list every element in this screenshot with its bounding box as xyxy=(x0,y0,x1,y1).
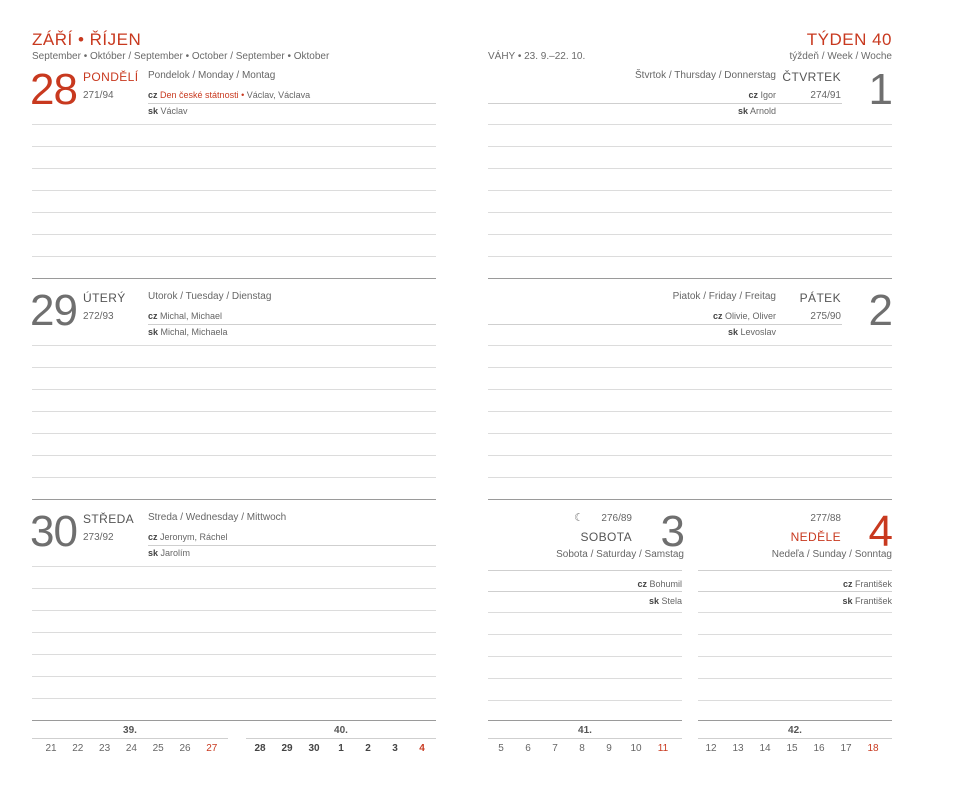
calendar-day: 28 xyxy=(254,743,266,754)
day-number-tuesday: 29 xyxy=(30,286,77,335)
rule-line xyxy=(32,212,436,213)
rule-line xyxy=(246,738,436,739)
rule-line xyxy=(32,738,228,739)
week-number-42: 42. xyxy=(788,725,802,736)
calendar-day: 2 xyxy=(365,743,371,754)
zodiac-label: VÁHY • 23. 9.–22. 10. xyxy=(488,51,586,62)
day-name-saturday: SOBOTA xyxy=(580,530,632,544)
nameday-cz-sunday: cz František xyxy=(842,579,892,589)
day-translation-friday: Piatok / Friday / Freitag xyxy=(672,291,776,302)
rule-line xyxy=(698,700,892,701)
calendar-day: 22 xyxy=(72,743,84,754)
rule-line xyxy=(32,433,436,434)
day-of-year-friday: 275/90 xyxy=(810,311,841,322)
rule-line xyxy=(488,190,892,191)
rule-line xyxy=(32,278,436,279)
calendar-day: 26 xyxy=(179,743,191,754)
rule-line xyxy=(698,720,892,721)
rule-line xyxy=(32,168,436,169)
calendar-day: 10 xyxy=(630,743,642,754)
week-number-41: 41. xyxy=(578,725,592,736)
calendar-day: 15 xyxy=(786,743,798,754)
holiday-label: Den české státnosti xyxy=(160,90,239,100)
calendar-day: 21 xyxy=(45,743,57,754)
calendar-day: 16 xyxy=(813,743,825,754)
rule-line xyxy=(32,389,436,390)
calendar-day: 13 xyxy=(732,743,744,754)
rule-line xyxy=(488,656,682,657)
rule-line xyxy=(488,634,682,635)
day-number-sunday: 4 xyxy=(868,507,892,556)
rule-line xyxy=(488,256,892,257)
rule-line xyxy=(32,367,436,368)
rule-line xyxy=(488,678,682,679)
rule-line xyxy=(32,234,436,235)
day-name-tuesday: ÚTERÝ xyxy=(83,291,126,305)
rule-line xyxy=(698,678,892,679)
nameday-cz-tuesday: cz Michal, Michael xyxy=(148,311,223,321)
rule-line xyxy=(488,124,892,125)
nameday-cz-wednesday: cz Jeronym, Ráchel xyxy=(148,532,228,542)
day-translation-wednesday: Streda / Wednesday / Mittwoch xyxy=(148,512,287,523)
rule-line xyxy=(488,168,892,169)
rule-line xyxy=(488,433,892,434)
day-name-friday: PÁTEK xyxy=(799,291,841,305)
calendar-day: 12 xyxy=(705,743,717,754)
day-name-thursday: ČTVRTEK xyxy=(782,70,841,84)
calendar-day: 23 xyxy=(99,743,111,754)
calendar-day: 25 xyxy=(152,743,164,754)
calendar-day: 29 xyxy=(281,743,293,754)
nameday-sk-thursday: sk Arnold xyxy=(737,106,776,116)
rule-line xyxy=(488,411,892,412)
rule-line xyxy=(32,566,436,567)
calendar-day: 1 xyxy=(338,743,344,754)
day-number-monday: 28 xyxy=(30,65,77,114)
week-subtitle: týždeň / Week / Woche xyxy=(789,51,892,62)
day-of-year-monday: 271/94 xyxy=(83,90,114,101)
rule-line xyxy=(488,720,682,721)
nameday-sk-saturday: sk Stela xyxy=(648,596,682,606)
day-name-wednesday: STŘEDA xyxy=(83,512,135,526)
rule-line xyxy=(32,477,436,478)
day-number-saturday: 3 xyxy=(660,507,684,556)
day-of-year-tuesday: 272/93 xyxy=(83,311,114,322)
rule-line xyxy=(488,389,892,390)
calendar-day: 4 xyxy=(419,743,425,754)
day-number-wednesday: 30 xyxy=(30,507,77,556)
rule-line xyxy=(488,477,892,478)
rule-line xyxy=(32,345,436,346)
day-translation-tuesday: Utorok / Tuesday / Dienstag xyxy=(148,291,272,302)
rule-line xyxy=(488,367,892,368)
nameday-cz-saturday: cz Bohumil xyxy=(637,579,682,589)
rule-line xyxy=(488,612,682,613)
calendar-day: 14 xyxy=(759,743,771,754)
rule-line xyxy=(488,345,892,346)
calendar-day: 9 xyxy=(606,743,612,754)
nameday-sk-wednesday: sk Jarolím xyxy=(148,548,191,558)
day-of-year-sunday: 277/88 xyxy=(810,513,841,524)
rule-line xyxy=(32,698,436,699)
calendar-day: 8 xyxy=(579,743,585,754)
week-title: TÝDEN 40 xyxy=(806,30,892,49)
calendar-day: 5 xyxy=(498,743,504,754)
rule-line xyxy=(32,654,436,655)
rule-line xyxy=(32,411,436,412)
rule-line xyxy=(488,212,892,213)
day-of-year-thursday: 274/91 xyxy=(810,90,841,101)
rule-line xyxy=(32,256,436,257)
rule-line xyxy=(32,588,436,589)
rule-line xyxy=(32,499,436,500)
calendar-day: 6 xyxy=(525,743,531,754)
calendar-day: 30 xyxy=(308,743,320,754)
rule-line xyxy=(32,632,436,633)
rule-line xyxy=(488,146,892,147)
rule-line xyxy=(32,720,436,721)
calendar-day: 17 xyxy=(840,743,852,754)
day-name-monday: PONDĚLÍ xyxy=(83,70,139,84)
day-translation-monday: Pondelok / Monday / Montag xyxy=(148,70,276,81)
rule-line xyxy=(32,676,436,677)
rule-line xyxy=(32,146,436,147)
rule-line xyxy=(488,278,892,279)
months-subtitle: September • Október / September • October / September • Oktober xyxy=(32,51,330,62)
rule-line xyxy=(698,738,892,739)
months-title: ZÁŘÍ • ŘÍJEN xyxy=(32,30,142,49)
day-of-year-saturday: 276/89 xyxy=(601,513,632,524)
calendar-day: 11 xyxy=(657,743,669,754)
nameday-cz-friday: cz Olivie, Oliver xyxy=(712,311,776,321)
nameday-sk-monday: sk Václav xyxy=(148,106,188,116)
rule-line xyxy=(488,499,892,500)
rule-line xyxy=(488,700,682,701)
moon-phase-icon: ☾ xyxy=(574,512,584,524)
day-translation-thursday: Štvrtok / Thursday / Donnerstag xyxy=(635,70,776,81)
calendar-day: 27 xyxy=(206,743,218,754)
nameday-sk-tuesday: sk Michal, Michaela xyxy=(148,327,228,337)
rule-line xyxy=(698,612,892,613)
calendar-day: 7 xyxy=(552,743,558,754)
nameday-sk-sunday: sk František xyxy=(842,596,892,606)
rule-line xyxy=(488,234,892,235)
rule-line xyxy=(698,634,892,635)
rule-line xyxy=(32,455,436,456)
rule-line xyxy=(698,656,892,657)
nameday-cz-thursday: cz Igor xyxy=(748,90,776,100)
day-translation-sunday: Nedeľa / Sunday / Sonntag xyxy=(771,549,892,560)
day-translation-saturday: Sobota / Saturday / Samstag xyxy=(556,549,684,560)
calendar-day: 18 xyxy=(867,743,879,754)
calendar-day: 24 xyxy=(125,743,137,754)
calendar-day: 3 xyxy=(392,743,398,754)
rule-line xyxy=(488,738,682,739)
day-number-thursday: 1 xyxy=(868,65,892,114)
day-number-friday: 2 xyxy=(868,286,892,335)
rule-line xyxy=(488,455,892,456)
nameday-sk-friday: sk Levoslav xyxy=(727,327,776,337)
day-name-sunday: NEDĚLE xyxy=(790,530,841,544)
rule-line xyxy=(32,124,436,125)
rule-line xyxy=(32,610,436,611)
week-number-39: 39. xyxy=(123,725,137,736)
day-of-year-wednesday: 273/92 xyxy=(83,532,114,543)
nameday-cz-monday: cz Den české státnosti • Václav, Václava xyxy=(148,90,311,100)
week-number-40: 40. xyxy=(334,725,348,736)
rule-line xyxy=(32,190,436,191)
